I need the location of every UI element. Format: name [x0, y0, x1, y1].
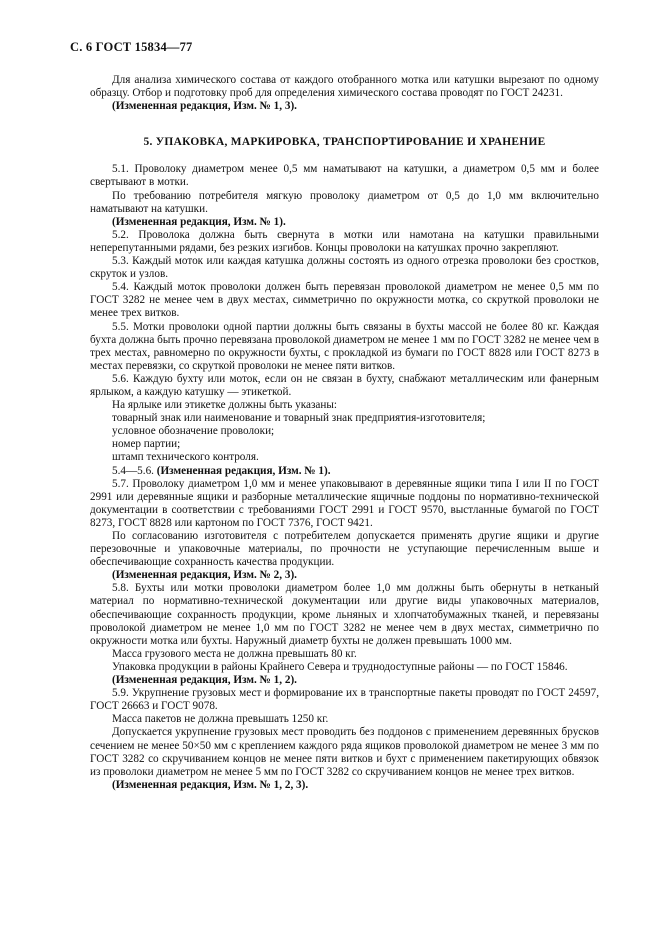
paragraph-5-9: 5.9. Укрупнение грузовых мест и формирование их в транспортные пакеты проводят по ГОСТ 24597, ГОСТ 26663 и ГОСТ 9078.	[90, 687, 599, 713]
revision-note: (Измененная редакция, Изм. № 1, 2, 3).	[112, 778, 309, 791]
revision-note: (Измененная редакция, Изм. № 1, 3).	[112, 100, 297, 113]
paragraph-5-1-addendum: По требованию потребителя мягкую проволоку диаметром от 0,5 до 1,0 мм включительно наматывают на катушки.	[90, 189, 599, 215]
clause-range: 5.4—5.6.	[112, 464, 157, 477]
paragraph-sampling: Для анализа химического состава от каждого отобранного мотка или катушки вырезают по одному образцу. Отбор и подготовку проб для определения химического состава проводят по ГОСТ 24231.	[90, 74, 599, 100]
paragraph-5-1: 5.1. Проволоку диаметром менее 0,5 мм наматывают на катушки, а диаметром 0,5 мм и более свертывают в мотки.	[90, 163, 599, 189]
document-body	[90, 74, 599, 792]
label-item-batch: номер партии;	[112, 438, 181, 451]
paragraph-5-4: 5.4. Каждый моток проволоки должен быть перевязан проволокой диаметром не менее 0,5 мм по ГОСТ 3282 не менее чем в двух местах, симметрично по окружности мотка, со скруткой проволоки не менее трех витков.	[90, 281, 599, 320]
revision-note: (Измененная редакция, Изм. № 2, 3).	[112, 569, 297, 582]
label-requirements-intro: На ярлыке или этикетке должны быть указаны:	[112, 399, 337, 412]
revision-note-5-4-5-6	[90, 465, 599, 478]
revision-note: (Измененная редакция, Изм. № 1, 2).	[112, 674, 297, 687]
paragraph-5-2: 5.2. Проволока должна быть свернута в мотки или намотана на катушки правильными неперепутанными рядами, без резких изгибов. Концы проволоки на катушках прочно закрепляют.	[90, 228, 599, 254]
label-item-stamp: штамп технического контроля.	[112, 451, 259, 464]
paragraph-package-mass: Масса пакетов не должна превышать 1250 кг.	[112, 713, 329, 726]
revision-note: (Измененная редакция, Изм. № 1).	[156, 464, 331, 477]
paragraph-5-7-addendum: По согласованию изготовителя с потребителем допускается применять другие ящики и другие перезовочные и упаковочные материалы, по прочности не уступающие перечисленным выше и обеспечивающие сохранность качества продукции.	[90, 530, 599, 569]
paragraph-5-5: 5.5. Мотки проволоки одной партии должны быть связаны в бухты массой не более 80 кг. Каждая бухта должна быть прочно перевязана проволокой диаметром не менее 1 мм по ГОСТ 3282 не менее чем в трех местах, равномерно по окружности бухты, с прокладкой из бумаги по ГОСТ 8828 или ГОСТ 8273 в местах перевязки, со скруткой проволоки не менее пяти витков.	[90, 320, 599, 372]
paragraph-5-7: 5.7. Проволоку диаметром 1,0 мм и менее упаковывают в деревянные ящики типа I или II по ГОСТ 2991 или деревянные ящики и разборные металлические ящичные поддоны по нормативно-технической документации в соответствии с требованиями ГОСТ 2991 и ГОСТ 9570, выстланные бумагой по ГОСТ 8273, ГОСТ 8828 или картоном по ГОСТ 7376, ГОСТ 9421.	[90, 477, 599, 529]
paragraph-cargo-mass: Масса грузового места не должна превышать 80 кг.	[112, 647, 357, 660]
label-item-designation: условное обозначение проволоки;	[112, 425, 275, 438]
paragraph-5-3: 5.3. Каждый моток или каждая катушка должны состоять из одного отрезка проволоки без сростков, скруток и узлов.	[90, 255, 599, 281]
label-item-trademark: товарный знак или наименование и товарный знак предприятия-изготовителя;	[112, 412, 486, 425]
paragraph-5-6: 5.6. Каждую бухту или моток, если он не связан в бухту, снабжают металлическим или фанерным ярлыком, а каждую катушку — этикеткой.	[90, 372, 599, 398]
paragraph-consolidation: Допускается укрупнение грузовых мест проводить без поддонов с применением деревянных брусков сечением не менее 50×50 мм с креплением каждого ряда ящиков проволокой диаметром не менее 3 мм по ГОСТ 3282 со скручиванием концов не менее пяти витков и бухт с применением пакетирующих обвязок из проволоки диаметром не менее 5 мм по ГОСТ 3282 со скручиванием концов не менее трех витков.	[90, 726, 599, 778]
paragraph-5-8: 5.8. Бухты или мотки проволоки диаметром более 1,0 мм должны быть обернуты в нетканый материал по нормативно-технической документации или другие виды упаковочных материалов, обеспечивающие сохранность продукции, кроме льняных и хлопчатобумажных тканей, и перевязаны проволокой диаметром не менее 1,0 мм по ГОСТ 3282 не менее чем в двух местах, симметрично по окружности мотка или бухты. Наружный диаметр бухты не должен превышать 1000 мм.	[90, 582, 599, 647]
page-header: С. 6 ГОСТ 15834—77	[70, 40, 193, 54]
section-title: 5. УПАКОВКА, МАРКИРОВКА, ТРАНСПОРТИРОВАНИЕ И ХРАНЕНИЕ	[143, 136, 546, 149]
paragraph-far-north: Упаковка продукции в районы Крайнего Севера и труднодоступные районы — по ГОСТ 15846.	[112, 660, 568, 673]
revision-note: (Измененная редакция, Изм. № 1).	[112, 215, 286, 228]
